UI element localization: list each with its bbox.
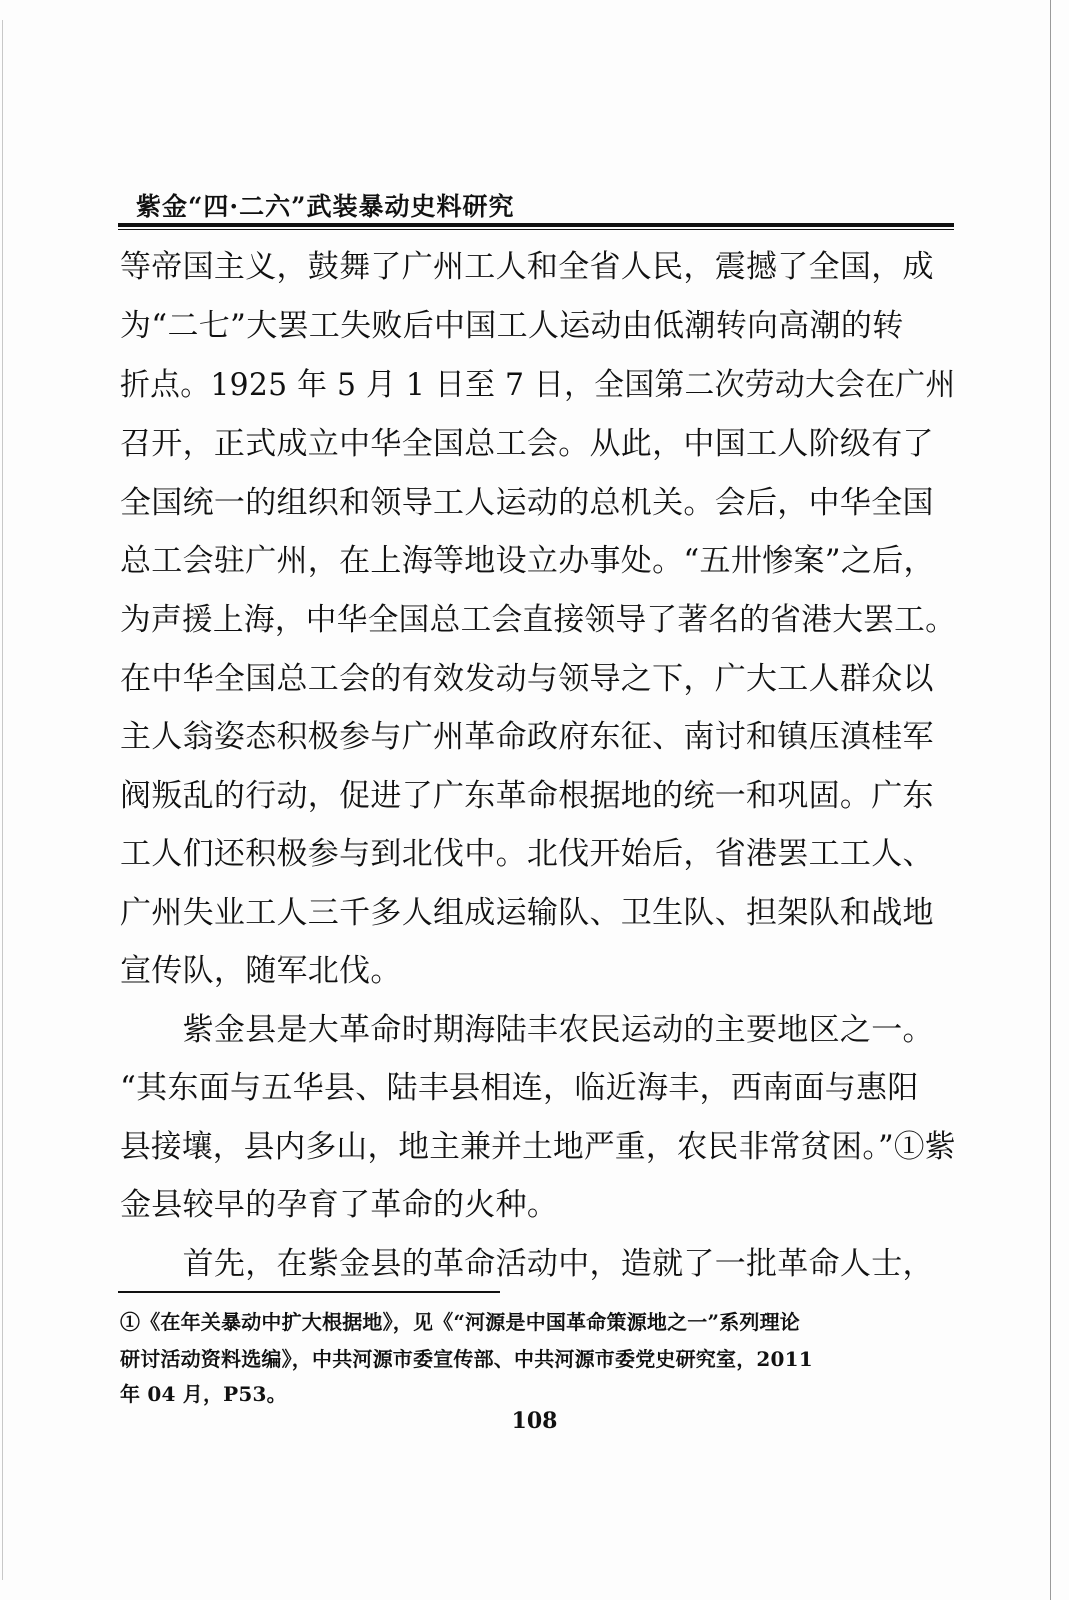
body-line: 为“二七”大罢工失败后中国工人运动由低潮转向高潮的转 xyxy=(120,308,904,344)
body-line: 全国统一的组织和领导工人运动的总机关。会后，中华全国 xyxy=(120,485,934,521)
body-line: 广州失业工人三千多人组成运输队、卫生队、担架队和战地 xyxy=(120,895,934,931)
footnote-rule xyxy=(118,1291,500,1293)
body-line: 在中华全国总工会的有效发动与领导之下，广大工人群众以 xyxy=(120,661,934,697)
header-rule-thin xyxy=(118,229,954,230)
scan-edge-left xyxy=(2,20,3,1580)
body-line: 总工会驻广州，在上海等地设立办事处。“五卅惨案”之后， xyxy=(120,543,935,579)
body-line: 折点。1925 年 5 月 1 日至 7 日，全国第二次劳动大会在广州 xyxy=(120,367,956,403)
body-line: 工人们还积极参与到北伐中。北伐开始后，省港罢工工人、 xyxy=(120,836,934,872)
paragraph-start-line: 紫金县是大革命时期海陆丰农民运动的主要地区之一。 xyxy=(120,1012,934,1048)
scan-edge-right xyxy=(1050,0,1051,1600)
body-line: 召开，正式成立中华全国总工会。从此，中国工人阶级有了 xyxy=(120,426,934,462)
body-line: 金县较早的孕育了革命的火种。 xyxy=(120,1187,559,1223)
body-line: “其东面与五华县、陆丰县相连，临近海丰，西南面与惠阳 xyxy=(120,1070,919,1106)
body-line: 县接壤，县内多山，地主兼并土地严重，农民非常贫困。”①紫 xyxy=(120,1129,956,1165)
running-header: 紫金“四·二六”武装暴动史料研究 xyxy=(136,192,515,221)
paragraph-start-line: 首先，在紫金县的革命活动中，造就了一批革命人士， xyxy=(120,1246,934,1282)
body-line: 主人翁姿态积极参与广州革命政府东征、南讨和镇压滇桂军 xyxy=(120,719,934,755)
footnote-line: 年 04 月，P53。 xyxy=(120,1382,287,1406)
body-line: 等帝国主义，鼓舞了广州工人和全省人民，震撼了全国，成 xyxy=(120,249,934,285)
body-line: 为声援上海，中华全国总工会直接领导了著名的省港大罢工。 xyxy=(120,602,957,638)
header-rule-thick xyxy=(118,223,954,227)
footnote-line: 研讨活动资料选编》，中共河源市委宣传部、中共河源市委党史研究室，2011 xyxy=(120,1347,813,1371)
body-line: 阀叛乱的行动，促进了广东革命根据地的统一和巩固。广东 xyxy=(120,778,934,814)
page-number: 108 xyxy=(511,1408,558,1434)
body-line: 宣传队，随军北伐。 xyxy=(120,953,402,989)
footnote-line: ①《在年关暴动中扩大根据地》，见《“河源是中国革命策源地之一”系列理论 xyxy=(120,1310,801,1334)
